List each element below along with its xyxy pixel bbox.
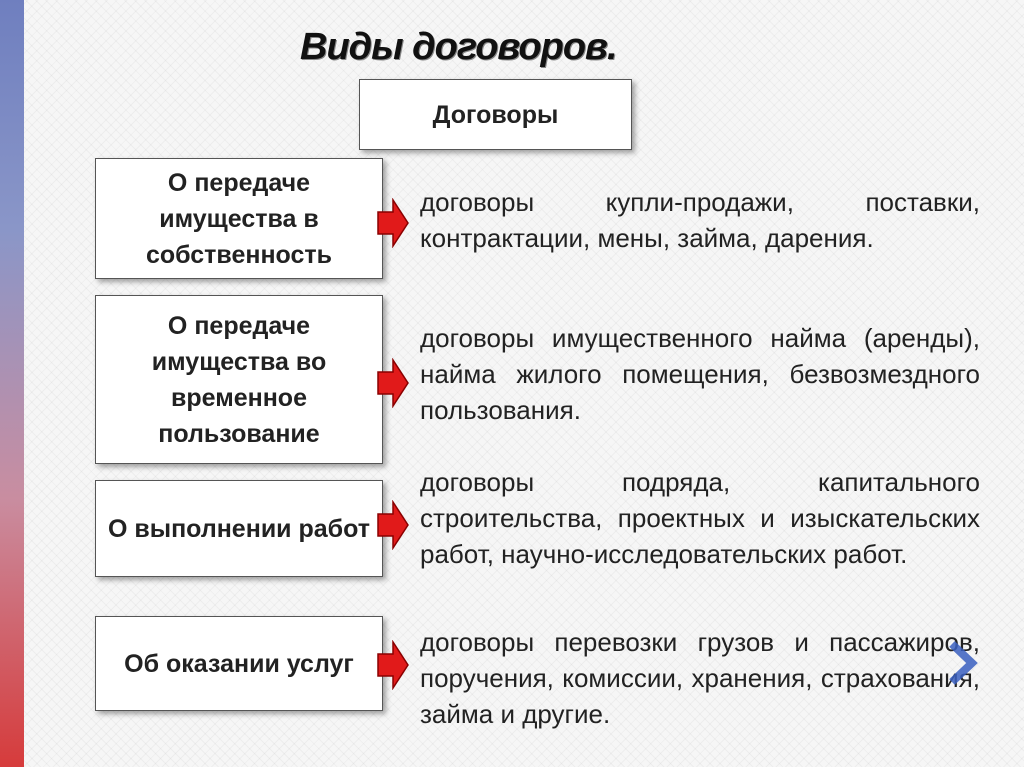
category-label: Об оказании услуг [124, 649, 354, 678]
right-arrow-icon [376, 358, 410, 408]
category-label: О выполнении работ [107, 514, 371, 543]
root-node-label: Договоры [432, 100, 559, 129]
right-arrow-icon [376, 500, 410, 550]
category-works [95, 480, 383, 577]
category-description: договоры перевозки грузов и пассажиров, поручения, комиссии, хранения, страхования, займа и другие. [420, 627, 980, 729]
category-description: договоры имущественного найма (аренды), найма жилого помещения, безвозмездного пользования. [420, 323, 980, 425]
category-ownership-transfer [95, 158, 383, 279]
right-arrow-icon [376, 198, 410, 248]
root-node [359, 79, 632, 150]
category-description: договоры купли-продажи, поставки, контрактации, мены, займа, дарения. [420, 187, 980, 253]
category-label: О передаче имущества во временное пользование [151, 311, 327, 448]
category-temporary-use [95, 295, 383, 464]
category-services [95, 616, 383, 711]
slide-title: Виды договоров. [300, 26, 617, 68]
right-arrow-icon [376, 640, 410, 690]
category-description: договоры подряда, капитального строительства, проектных и изыскательских работ, научно-исследовательских работ. [420, 467, 980, 569]
side-decor-stripe [0, 0, 24, 767]
chevron-right-icon[interactable] [946, 640, 978, 686]
category-label: О передаче имущества в собственность [145, 168, 333, 269]
